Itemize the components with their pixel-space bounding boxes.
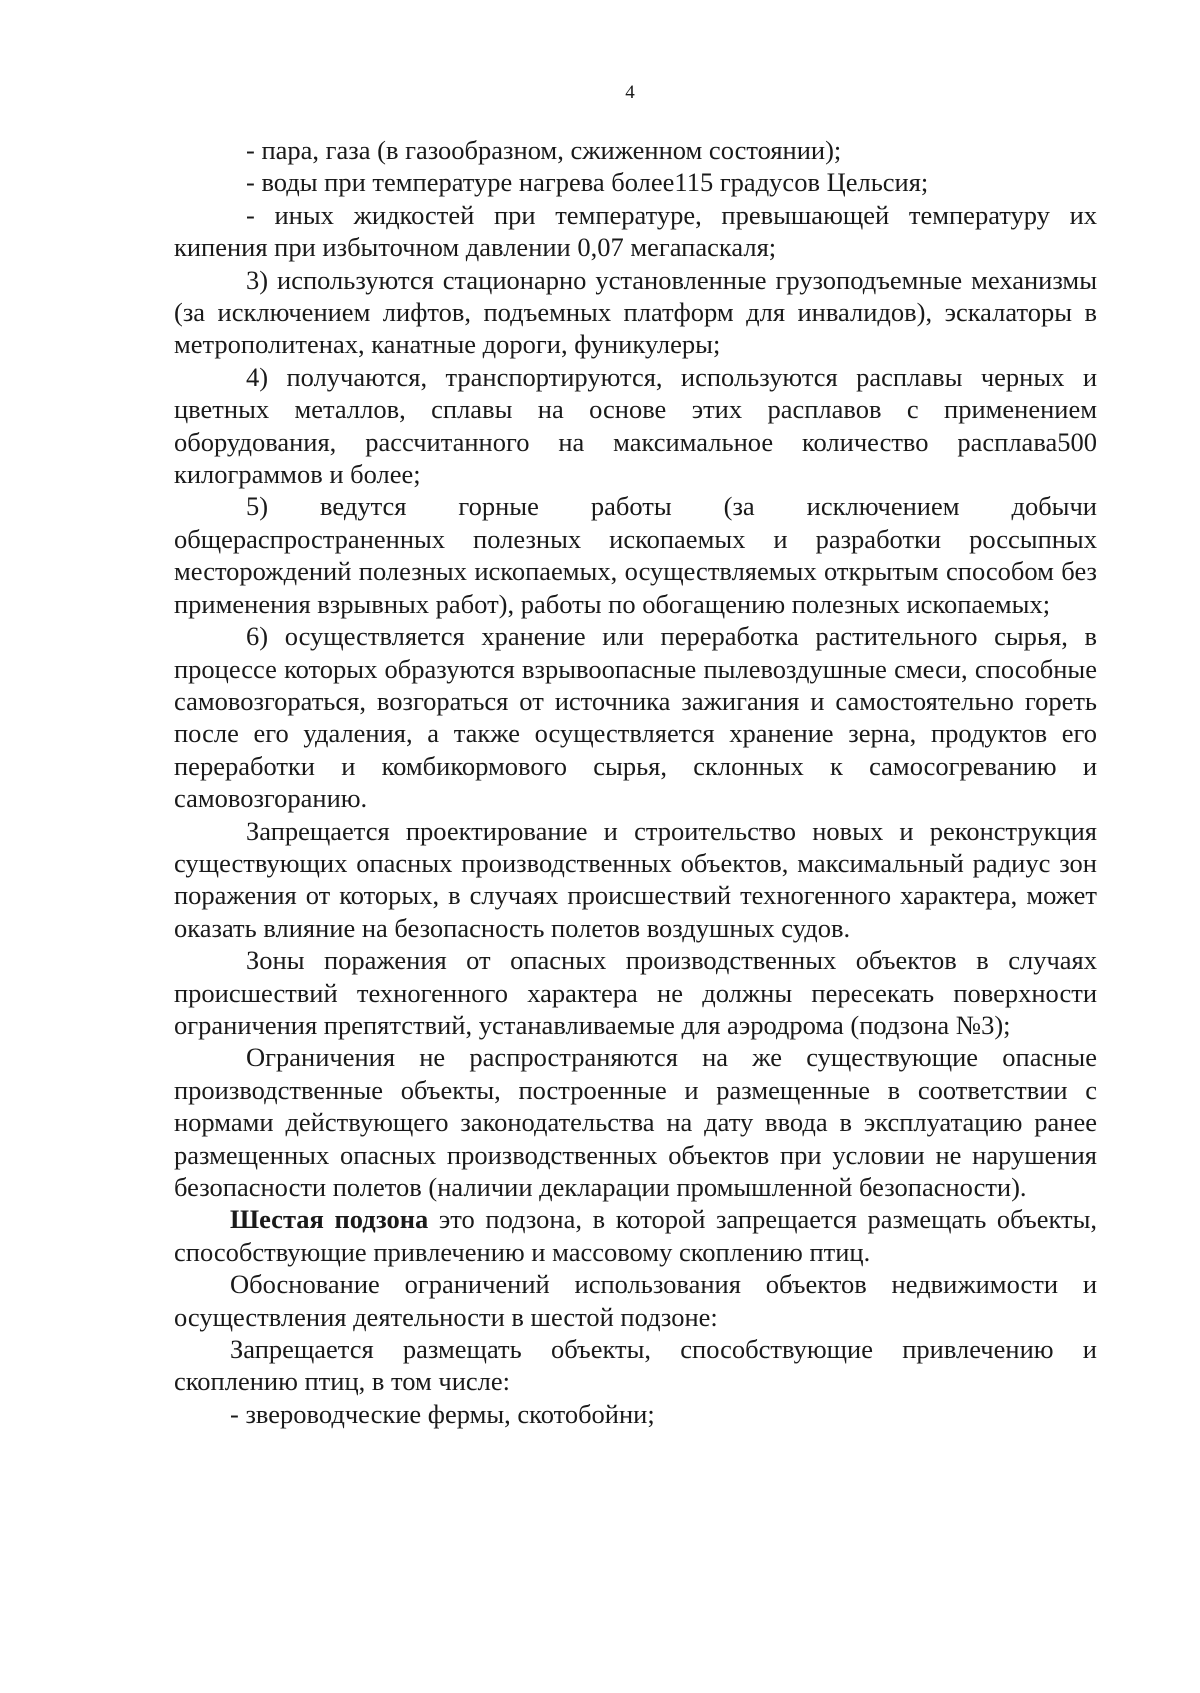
paragraph-construction-ban: Запрещается проектирование и строительство новых и реконструкция существующих опасных производственных объектов, максимальный радиус зон поражения от которых, в случаях происшествий техногенного характера, может оказать влияние на безопасность полетов воздушных судов. xyxy=(174,815,1097,943)
sixth-subzone-definition: это подзона, в которой запрещается размещать объекты, способствующие привлечению и массовому скоплению птиц. xyxy=(174,1204,1097,1267)
item-3-lifting-mechanisms: 3) используются стационарно установленные грузоподъемные механизмы (за исключением лифтов, подъемных платформ для инвалидов), эскалаторы в метрополитенах, канатные дороги, фуникулеры; xyxy=(174,264,1097,360)
item-5-mining: 5) ведутся горные работы (за исключением добычи общераспространенных полезных ископаемых и разработки россыпных месторождений полезных ископаемых, осуществляемых открытым способом без применения взрывных работ), работы по обогащению полезных ископаемых; xyxy=(174,491,1097,619)
sixth-subzone-term: Шестая подзона xyxy=(230,1204,429,1235)
paragraph-birds-ban: Запрещается размещать объекты, способствующие привлечению и скоплению птиц, в том числе: xyxy=(174,1334,1097,1397)
paragraph-restrictions-exception: Ограничения не распространяются на же существующие опасные производственные объекты, построенные и размещенные в соответствии с нормами действующего законодательства на дату ввода в эксплуатацию ранее размещенных опасных производственных объектов при условии не нарушения безопасности полетов (наличии декларации промышленной безопасности). xyxy=(174,1042,1097,1202)
paragraph-damage-zones: Зоны поражения от опасных производственных объектов в случаях происшествий техногенного характера не должны пересекать поверхности ограничения препятствий, устанавливаемые для аэродрома (подзона №3); xyxy=(174,945,1097,1040)
paragraph-sixth-subzone-rationale: Обоснование ограничений использования объектов недвижимости и осуществления деятельности в шестой подзоне: xyxy=(174,1269,1097,1332)
list-item-other-liquids: - иных жидкостей при температуре, превышающей температуру их кипения при избыточном давлении 0,07 мегапаскаля; xyxy=(174,199,1097,263)
paragraph-sixth-subzone xyxy=(174,1203,1097,1268)
list-item-steam-gas: - пара, газа (в газообразном, сжиженном состоянии); xyxy=(246,135,842,165)
document-body xyxy=(174,134,1097,1430)
list-item-farms: - звероводческие фермы, скотобойни; xyxy=(230,1398,655,1429)
item-4-metal-melts: 4) получаются, транспортируются, используются расплавы черных и цветных металлов, сплавы на основе этих расплавов с применением оборудования, рассчитанного на максимальное количество расплава500 килограммов и более; xyxy=(174,361,1097,490)
item-6-raw-storage: 6) осуществляется хранение или переработка растительного сырья, в процессе которых образуются взрывоопасные пылевоздушные смеси, способные самовозгораться, возгораться от источника зажигания и самостоятельно гореть после его удаления, а также осуществляется хранение зерна, продуктов его переработки и комбикормового сырья, склонных к самосогреванию и самовозгоранию. xyxy=(174,621,1097,814)
page-number: 4 xyxy=(625,82,635,103)
list-item-water: - воды при температуре нагрева более115 градусов Цельсия; xyxy=(246,167,929,198)
